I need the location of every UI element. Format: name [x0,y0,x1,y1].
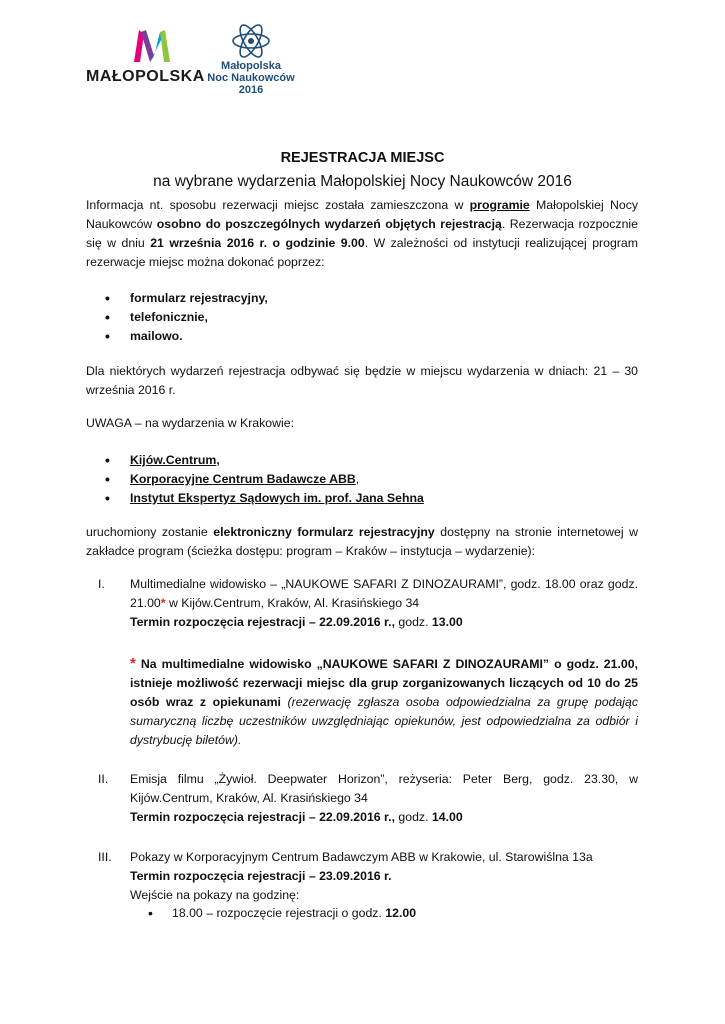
mnn-line3: 2016 [238,84,264,96]
intro-text-3: . Rezerwacja rozpocznie się w dniu [86,217,638,250]
registration-time: 13.00 [431,615,463,629]
list-item [86,489,424,508]
place-paragraph: Dla niektórych wydarzeń rejestracja odbywać się będzie w miejscu wydarzenia w dniach: 21 – 30 września 2016 r. [86,364,638,397]
intro-text-2: Małopolskiej Nocy Naukowców [86,198,638,231]
institutions-list [86,451,424,508]
showtime-text [172,906,416,920]
intro-text-1: Informacja nt. sposobu rezerwacji miejsc została zamieszczona w [86,198,470,212]
item-body [130,848,638,905]
item-extra-text: Wejście na pokazy na godzinę: [130,888,300,902]
showtime-list-item [148,904,416,923]
list-item: • telefonicznie, [86,308,268,327]
registration-text: godz. [395,810,432,824]
malopolska-logo [86,28,206,92]
registration-date: Termin rozpoczęcia rejestracji – 23.09.2016 r. [130,869,392,883]
event-item-1 [98,575,638,632]
event-item-2 [98,770,638,827]
uwaga-paragraph: UWAGA – na wydarzenia w Krakowie: [86,416,294,430]
item-description: Emisja filmu „Żywioł. Deepwater Horizon”, reżyseria: Peter Berg, godz. 23.30, w Kijów.Centrum, Kraków, Al. Krasińskiego 34 [130,772,638,805]
methods-list [86,289,268,346]
list-suffix: , [216,453,220,467]
malopolska-wordmark: MAŁOPOLSKA [86,68,205,85]
programme-link[interactable]: programie [469,198,530,212]
registration-date: Termin rozpoczęcia rejestracji – 22.09.2016 r., [130,810,395,824]
malopolska-m-icon [132,28,172,64]
page-subtitle: na wybrane wydarzenia Małopolskiej Nocy Naukowców 2016 [153,173,572,190]
institution-link-abb[interactable]: Korporacyjne Centrum Badawcze ABB [130,472,356,486]
page-title: REJESTRACJA MIEJSC [280,150,445,166]
list-suffix: , [355,472,360,486]
intro-bold-1: osobno do poszczególnych wydarzeń objętych rejestracją [156,217,502,231]
intro-paragraph [86,196,638,272]
item-number: I. [98,577,105,591]
item-body [130,770,638,827]
form-text-2: dostępny na stronie internetowej w zakładce program (ścieżka dostępu: program – Kraków – instytucja – wydarzenie): [86,525,638,558]
item-number: III. [98,850,112,864]
form-bold: elektroniczny formularz rejestracyjny [213,525,435,539]
registration-time: 14.00 [431,810,463,824]
atom-icon [229,22,273,60]
showtime-plain: 18.00 – rozpoczęcie rejestracji o godz. [172,906,386,920]
item-number: II. [98,772,109,786]
asterisk-mark: * [130,655,136,672]
intro-text-4: . W zależności od instytucji realizującej program rezerwacje miejsc można dokonać poprzez: [86,236,638,269]
note-bold-text: Na multimedialne widowisko „NAUKOWE SAFARI Z DINOZAURAMI” o godz. 21.00, istnieje możliwość rezerwacji miejsc dla grup zorganizowanych liczących od 10 do 25 osób wraz z opiekunami [130,657,638,709]
mnn-line2: Noc Naukowców [207,72,295,84]
item-description: Pokazy w Korporacyjnym Centrum Badawczym ABB w Krakowie, ul. Starowiślna 13a [130,850,593,864]
note-italic-text: (rezerwację zgłasza osoba odpowiedzialna za grupę podając sumaryczną liczbę uczestników uwzględniając opiekunów, jest odpowiedzialna za odbiór i dystrybucję biletów). [130,695,638,747]
item-location: w Kijów.Centrum, Kraków, Al. Krasińskiego 34 [165,596,420,610]
institution-link-ies[interactable]: Instytut Ekspertyz Sądowych im. prof. Jana Sehna [130,491,424,505]
intro-bold-date: 21 września 2016 r. o godzinie 9.00 [150,236,365,250]
mnn-line1: Małopolska [221,60,281,72]
registration-text: godz. [395,615,432,629]
list-item [86,451,424,470]
item-body [130,575,638,632]
asterisk-mark: * [160,596,166,610]
registration-date: Termin rozpoczęcia rejestracji – 22.09.2016 r., [130,615,395,629]
mnn-logo [206,22,296,106]
showtime-bold: 12.00 [385,906,417,920]
list-item [86,470,424,489]
form-text-1: uruchomiony zostanie [86,525,214,539]
bullet-icon: • [148,905,153,921]
list-item: • mailowo. [86,327,268,346]
list-item: • formularz rejestracyjny, [86,289,268,308]
form-paragraph [86,523,638,561]
group-reservation-note [130,654,638,750]
event-item-3 [98,848,638,905]
item-description: Multimedialne widowisko – „NAUKOWE SAFARI Z DINOZAURAMI”, godz. 18.00 oraz godz. 21.00 [130,577,638,610]
institution-link-kijow[interactable]: Kijów.Centrum [130,453,217,467]
